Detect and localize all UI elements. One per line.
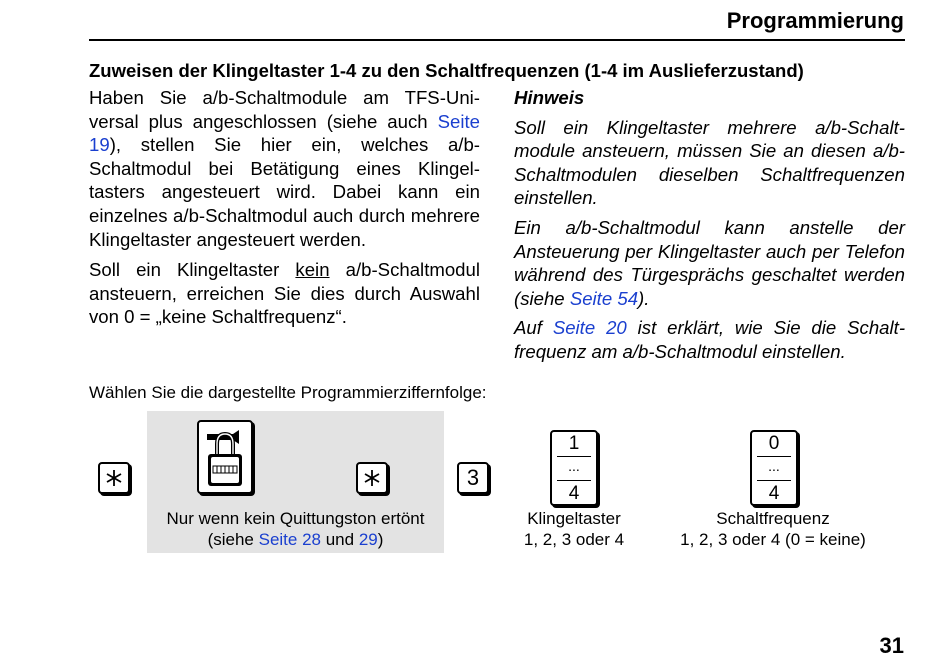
underlined-kein: kein xyxy=(295,259,330,281)
link-29[interactable]: 29 xyxy=(358,530,378,549)
left-paragraph-1 xyxy=(89,86,480,251)
key-3 xyxy=(457,462,489,494)
padlock-icon xyxy=(199,422,251,492)
left-paragraph-2 xyxy=(89,258,480,329)
optional-caption-line1: Nur wenn kein Quittungston ertönt xyxy=(166,509,425,528)
star-key-1 xyxy=(98,462,130,494)
link-seite-54[interactable]: Seite 54 xyxy=(569,287,639,309)
note-p2-text: Ein a/b-Schaltmodul kann anstelle der Ansteuerung per Klingeltaster auch per Telefon während des Türgesprächs geschaltet werden (siehe xyxy=(514,216,905,309)
optional-step-caption xyxy=(147,508,444,550)
divider xyxy=(757,456,791,457)
note-p3-text-cont: ist erklärt, wie Sie die Schaltfrequenz am a/b-Schaltmodul einstellen. xyxy=(514,317,906,362)
frequency-range-box xyxy=(750,430,798,506)
star-key-2 xyxy=(356,462,388,494)
freq-caption-line1: Schaltfrequenz xyxy=(716,509,830,528)
bell-button-range-box xyxy=(550,430,598,506)
link-seite-20[interactable]: Seite 20 xyxy=(552,317,627,339)
star-key-icon xyxy=(362,468,382,488)
key-3-label: 3 xyxy=(466,465,480,490)
star-key-icon xyxy=(104,468,124,488)
note-title: Hinweis xyxy=(514,87,585,108)
left-p2-text-cont: a/b-Schaltmodul ansteuern, erreichen Sie dies durch Auswahl von 0 = „keine Schaltfrequenz“. xyxy=(89,259,480,328)
caption-text: ) xyxy=(377,530,384,549)
left-column xyxy=(89,86,480,329)
note-p3-text: Auf xyxy=(514,317,553,339)
optional-caption-line2 xyxy=(147,529,444,550)
bell-range-bottom: 4 xyxy=(568,483,580,504)
padlock-key xyxy=(197,420,253,494)
freq-range-mid: ... xyxy=(768,458,780,474)
sequence-instruction: Wählen Sie die dargestellte Programmierziffernfolge: xyxy=(89,383,487,402)
right-column-note xyxy=(514,86,905,364)
page-number: 31 xyxy=(879,633,904,658)
frequency-caption xyxy=(662,508,884,550)
left-p2-text: Soll ein Klingeltaster xyxy=(89,259,296,281)
freq-caption-line2: 1, 2, 3 oder 4 (0 = keine) xyxy=(680,530,866,549)
divider xyxy=(757,480,791,481)
section-heading: Zuweisen der Klingeltaster 1-4 zu den Schaltfrequenzen (1-4 im Auslieferzustand) xyxy=(89,60,804,81)
bell-button-caption xyxy=(494,508,654,550)
left-p1-text-cont: ), stellen Sie hier ein, welches a/b-Schaltmodul bei Betätigung eines Klingeltasters angesteuert wird. Dabei kann ein einzelnes a/b-Schaltmodul auch durch mehrere Klingeltaster angesteuert werden. xyxy=(89,134,480,250)
note-p2-text-cont: ). xyxy=(638,287,650,309)
left-p1-text: Haben Sie a/b-Schaltmodule am TFS-Universal plus angeschlossen (siehe auch xyxy=(89,87,480,132)
header-rule xyxy=(89,39,905,41)
link-seite-28[interactable]: Seite 28 xyxy=(258,530,321,549)
bell-caption-line1: Klingeltaster xyxy=(527,509,621,528)
caption-text: und xyxy=(321,530,359,549)
caption-text: (siehe xyxy=(207,530,259,549)
header-title: Programmierung xyxy=(726,8,904,33)
bell-range-mid: ... xyxy=(568,458,580,474)
bell-range-top: 1 xyxy=(568,433,580,454)
note-paragraph-1: Soll ein Klingeltaster mehrere a/b-Schaltmodule ansteuern, müssen Sie an diesen a/b-Schaltmodulen dieselben Schaltfrequenzen einstellen. xyxy=(514,116,905,209)
divider xyxy=(557,456,591,457)
freq-range-bottom: 4 xyxy=(768,483,780,504)
note-paragraph-2 xyxy=(514,216,905,310)
bell-caption-line2: 1, 2, 3 oder 4 xyxy=(523,530,625,549)
note-paragraph-3 xyxy=(514,316,905,363)
freq-range-top: 0 xyxy=(768,433,780,454)
divider xyxy=(557,480,591,481)
link-seite-19[interactable]: Seite 19 xyxy=(89,110,480,156)
